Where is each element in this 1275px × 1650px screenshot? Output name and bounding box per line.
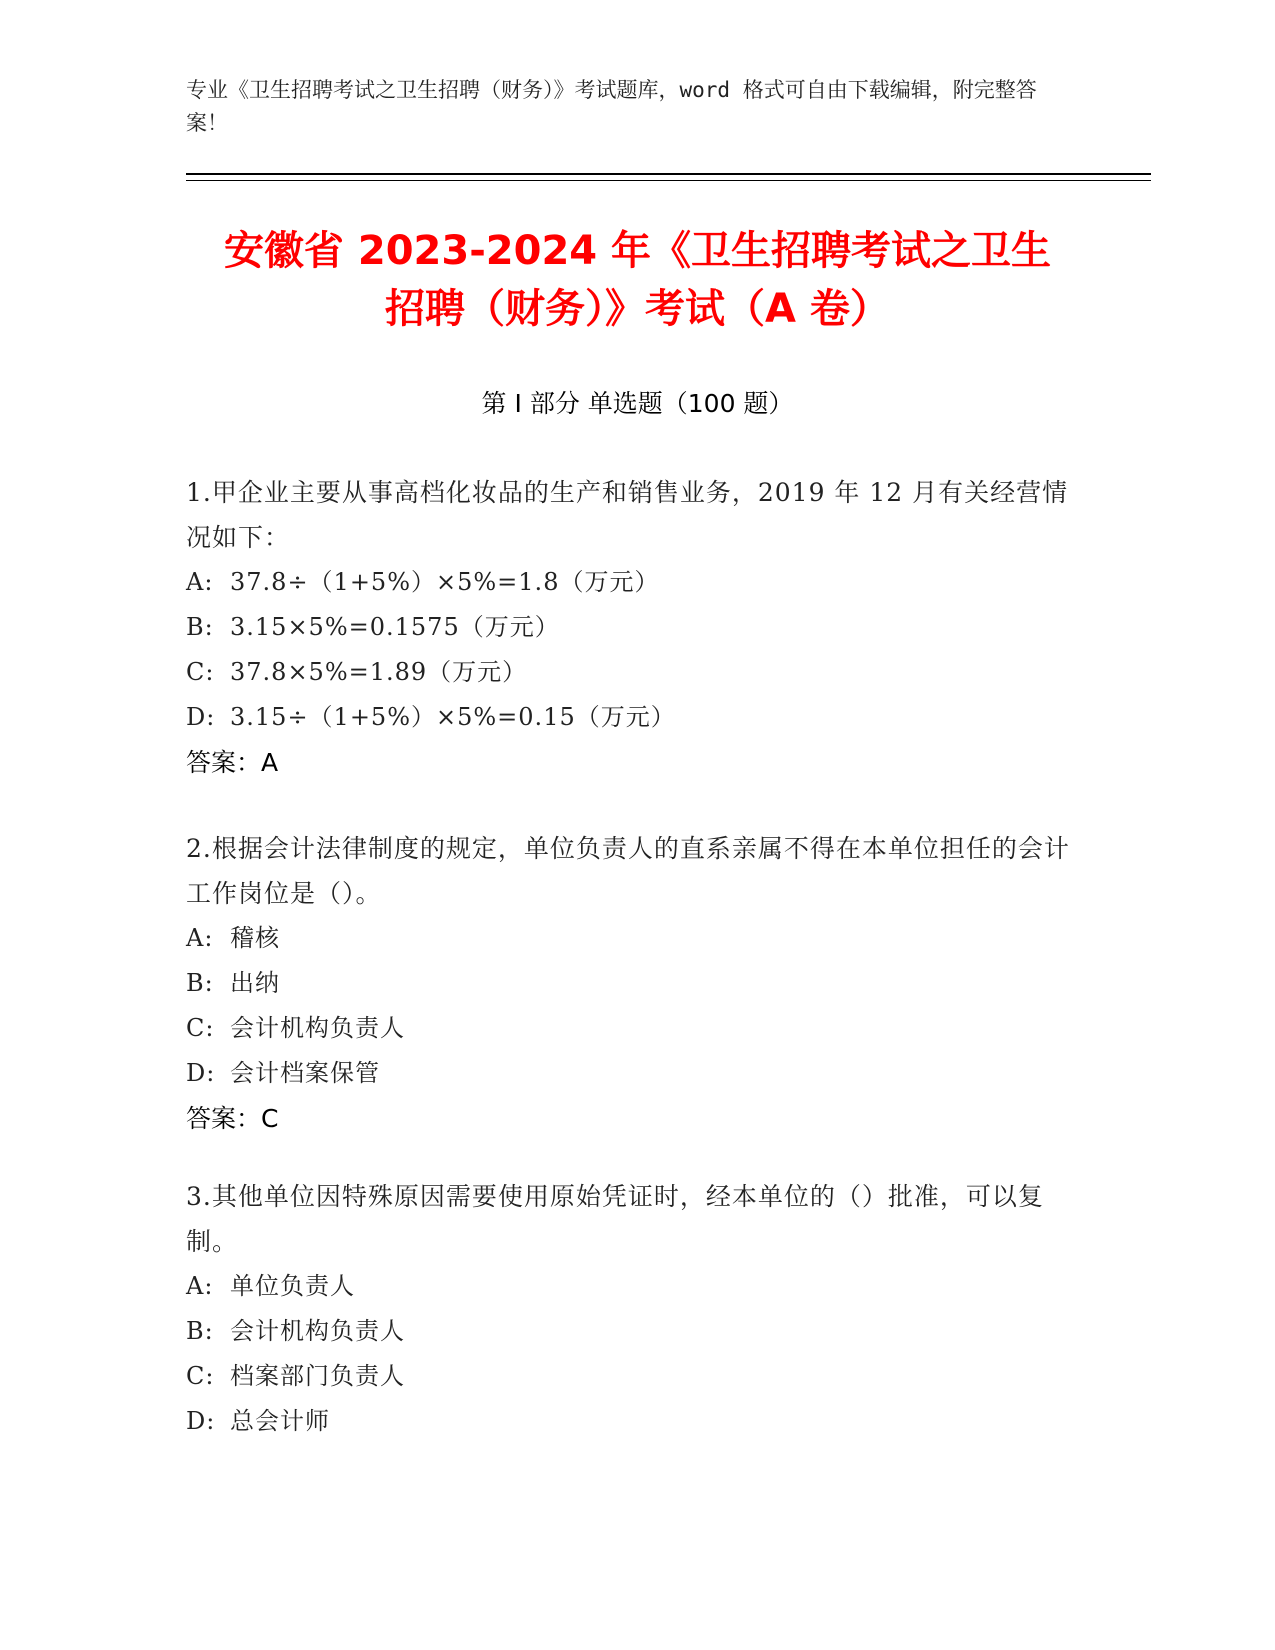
option-letter: D:: [186, 1059, 216, 1087]
option-text: 总会计师: [230, 1407, 330, 1435]
option-b: [186, 1309, 1076, 1354]
question-stem: 2.根据会计法律制度的规定，单位负责人的直系亲属不得在本单位担任的会计工作岗位是（）。: [186, 834, 1070, 908]
option-text: 会计档案保管: [230, 1059, 380, 1087]
question-1: [186, 470, 1076, 785]
section-heading: 第 I 部分 单选题（100 题）: [481, 389, 794, 418]
header-divider-thin: [186, 180, 1151, 181]
option-letter: B:: [186, 969, 214, 997]
option-letter: C:: [186, 1014, 215, 1042]
option-letter: A:: [186, 924, 214, 952]
question-3: [186, 1174, 1076, 1444]
option-c: [186, 650, 1076, 695]
option-letter: D:: [186, 703, 216, 731]
header-note: 专业《卫生招聘考试之卫生招聘（财务）》考试题库，word 格式可自由下载编辑，附完整答案！: [186, 78, 1037, 135]
option-b: [186, 605, 1076, 650]
question-stem: 3.其他单位因特殊原因需要使用原始凭证时，经本单位的（）批准，可以复制。: [186, 1182, 1044, 1256]
option-text: 稽核: [230, 924, 280, 952]
title-line-1: 安徽省 2023-2024 年《卫生招聘考试之卫生: [223, 228, 1052, 274]
option-c: [186, 1006, 1076, 1051]
document-title: [150, 222, 1125, 338]
question-2: [186, 826, 1076, 1141]
option-text: 37.8×5%=1.89（万元）: [230, 658, 528, 686]
answer-line: 答案：C: [186, 1104, 279, 1133]
option-text: 会计机构负责人: [230, 1014, 405, 1042]
option-a: [186, 1264, 1076, 1309]
option-d: [186, 1051, 1076, 1096]
option-text: 37.8÷（1+5%）×5%=1.8（万元）: [230, 568, 660, 596]
option-text: 会计机构负责人: [230, 1317, 405, 1345]
option-c: [186, 1354, 1076, 1399]
option-d: [186, 1399, 1076, 1444]
option-letter: C:: [186, 1362, 215, 1390]
answer-line: 答案：A: [186, 748, 279, 777]
option-text: 单位负责人: [230, 1272, 355, 1300]
question-stem: 1.甲企业主要从事高档化妆品的生产和销售业务，2019 年 12 月有关经营情况如下：: [186, 478, 1069, 552]
option-d: [186, 695, 1076, 740]
option-b: [186, 961, 1076, 1006]
option-a: [186, 560, 1076, 605]
option-text: 3.15×5%=0.1575（万元）: [230, 613, 560, 641]
option-text: 出纳: [230, 969, 280, 997]
option-letter: A:: [186, 1272, 214, 1300]
option-letter: B:: [186, 613, 214, 641]
option-letter: C:: [186, 658, 215, 686]
option-letter: D:: [186, 1407, 216, 1435]
option-letter: A:: [186, 568, 214, 596]
option-text: 档案部门负责人: [230, 1362, 405, 1390]
option-letter: B:: [186, 1317, 214, 1345]
option-a: [186, 916, 1076, 961]
option-text: 3.15÷（1+5%）×5%=0.15（万元）: [230, 703, 676, 731]
title-line-2: 招聘（财务）》考试（A 卷）: [385, 286, 890, 332]
header-divider-thick: [186, 173, 1151, 175]
